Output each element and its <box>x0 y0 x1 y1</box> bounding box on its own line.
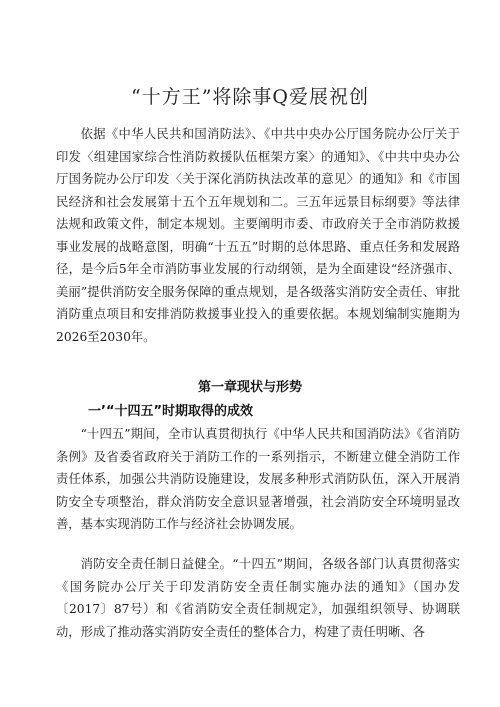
document-title: “十方王”将除事Q爱展祝创 <box>130 86 369 108</box>
body-paragraph: 消防安全责任制日益健全。“十四五”期间，各级各部门认真贯彻落实《国务院办公厅关于印发消防安全责任制实施办法的通知》（国办发〔2017〕87号）和《省消防安全责任制规定》，加强组织领导、协调联动，形成了推动落实消防安全责任的整体合力，构建了责任明晰、各 <box>56 557 460 639</box>
chapter-heading: 第一章现状与形势 <box>197 380 302 395</box>
section-heading: 一’“十四五”时期取得的成效 <box>88 404 254 419</box>
body-paragraph: “十四五”期间，全市认真贯彻执行《中华人民共和国消防法》《省消防条例》及省委省政府关于消防工作的一系列指示，不断建立健全消防工作责任体系，加强公共消防设施建设，发展多种形式消防队伍，深入开展消防安全专项整治，群众消防安全意识显著增强，社会消防安全环境明显改善，基本实现消防工作与经济社会协调发展。 <box>56 427 460 531</box>
intro-paragraph: 依据《中华人民共和国消防法》、《中共中央办公厅国务院办公厅关于印发〈组建国家综合性消防救援队伍框架方案〉的通知》、《中共中央办公厅国务院办公厅印发〈关于深化消防执法改革的意见〉的通知》和《市国民经济和社会发展第十五个五年规划和二。三五年远景目标纲要》等法律法规和政策文件，制定本规划。主要阐明市委、市政府关于全市消防救援事业发展的战略意图，明确“十五五”时期的总体思路、重点任务和发展路径，是今后5年全市消防事业发展的行动纲领，是为全面建设“经济强市、美丽”提供消防安全服务保障的重点规划，是各级落实消防安全责任、审批消防重点项目和安排消防救援事业投入的重要依据。本规划编制实施期为2026至2030年。 <box>56 127 460 344</box>
